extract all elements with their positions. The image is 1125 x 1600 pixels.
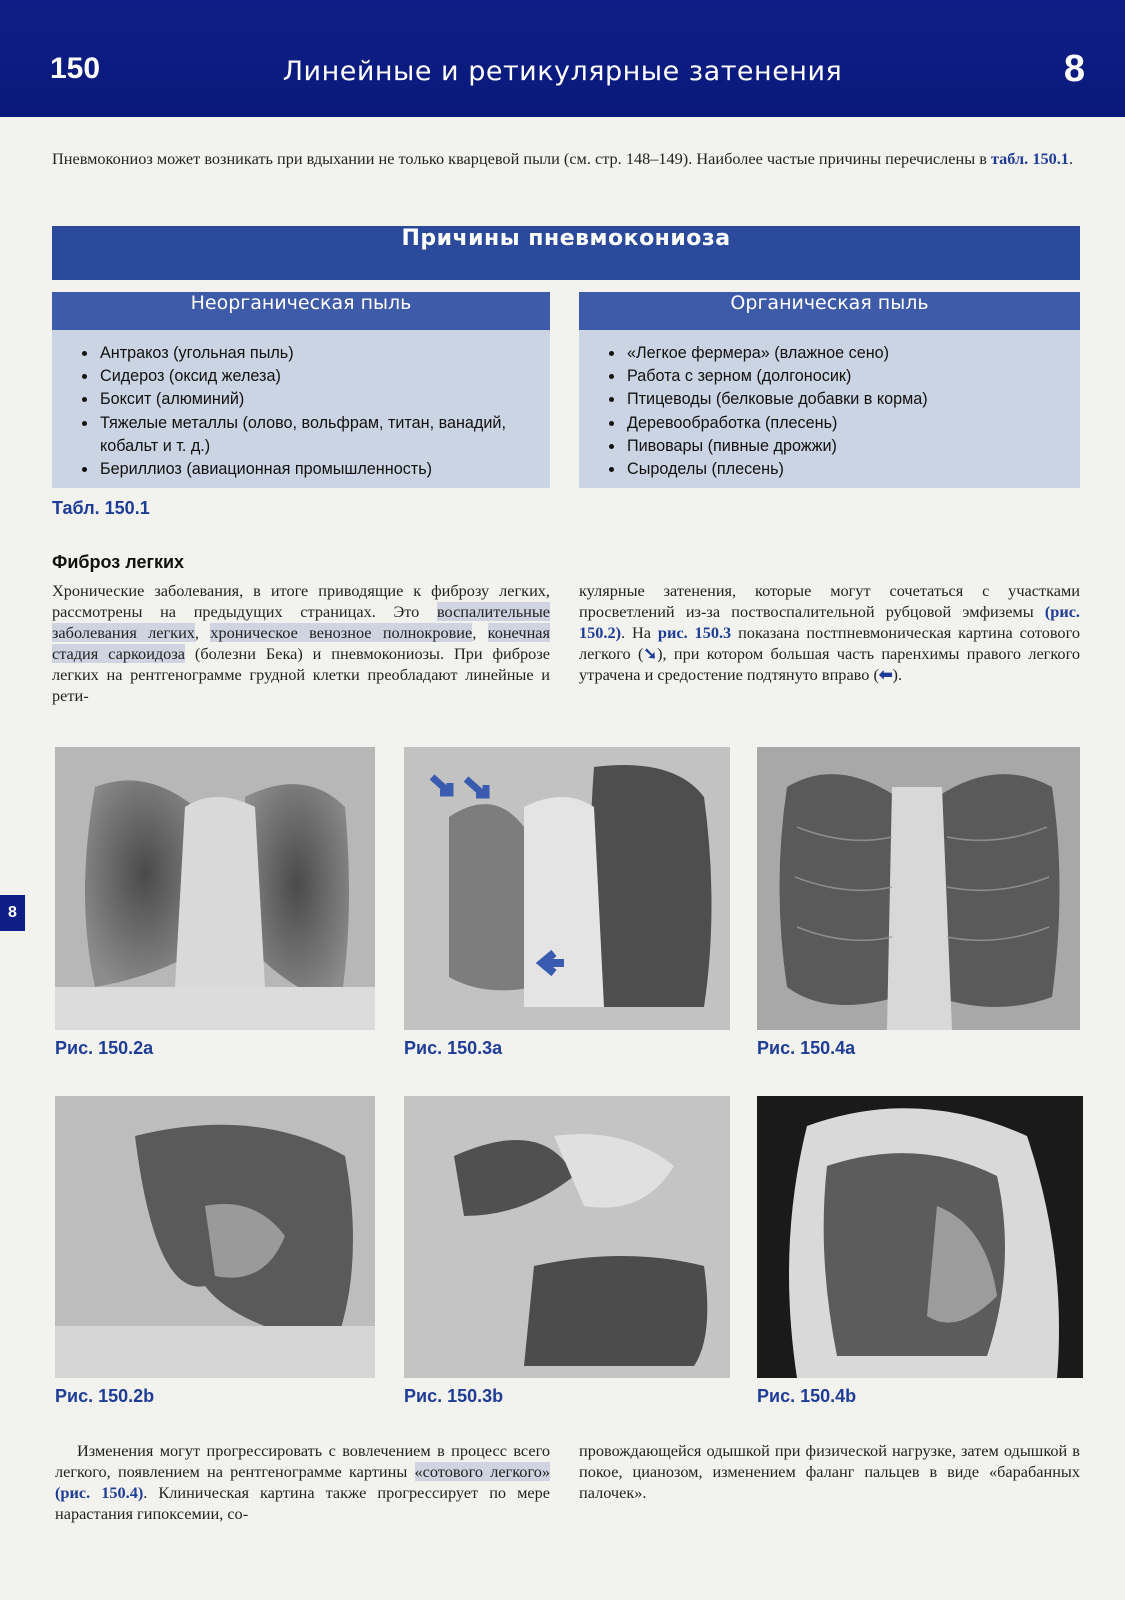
list-item: • Птицеводы (белковые добавки в корма) [625, 388, 1080, 411]
figure-reference-link[interactable]: (рис. 150.4) [55, 1483, 144, 1502]
left-arrow-icon: ⬅ [878, 665, 893, 684]
intro-text: Пневмокониоз может возникать при вдыхании не только кварцевой пыли (см. стр. 148–149). Наиболее частые причины перечислены в [52, 149, 991, 168]
paragraph-2-right [579, 1440, 1080, 1503]
list-item: • Сыроделы (плесень) [625, 458, 1080, 481]
xray-image-150-4a [757, 747, 1080, 1030]
paragraph-1-right [579, 580, 1080, 685]
list-item: • Деревообработка (плесень) [625, 412, 1080, 435]
text-run: . Клиническая картина также прогрессирует по мере нарастания гипоксемии, со- [55, 1483, 551, 1523]
xray-image-150-2a [55, 747, 375, 1030]
list-item: • Антракоз (угольная пыль) [98, 342, 550, 365]
paragraph-1-left [52, 580, 550, 706]
section-title: Фиброз легких [52, 552, 185, 572]
highlighted-term: «сотового легкого» [414, 1462, 551, 1481]
list-item: • Сидероз (оксид железа) [98, 365, 550, 388]
text-run: , [472, 623, 488, 642]
list-item: • Бериллиоз (авиационная промышленность) [98, 458, 550, 481]
text-run: провождающейся одышкой при физической нагрузке, затем одышкой в покое, цианозом, изменением фаланг пальцев в виде «барабанных палочек». [579, 1441, 1080, 1502]
list-item: • Тяжелые металлы (олово, вольфрам, титан, ванадий, кобальт и т. д.) [98, 412, 550, 458]
figure-caption: Рис. 150.3a [404, 1038, 503, 1058]
page-title: Линейные и ретикулярные затенения [282, 56, 843, 87]
figure-reference-link[interactable]: рис. 150.3 [657, 623, 732, 642]
chapter-number: 8 [1063, 48, 1085, 90]
figure-caption: Рис. 150.2a [55, 1038, 154, 1058]
paragraph-2-left [55, 1440, 550, 1524]
xray-image-150-3a [404, 747, 730, 1030]
text-run: показана постпневмоническая картина сотового легкого ( [579, 623, 1080, 663]
table-caption: Табл. 150.1 [52, 498, 150, 518]
list-item: • Работа с зерном (долгоносик) [625, 365, 1080, 388]
figure-reference-link[interactable]: (рис. 150.2) [579, 602, 1080, 642]
intro-paragraph [52, 148, 1080, 170]
inorganic-dust-list [52, 342, 550, 481]
figure-caption: Рис. 150.4a [757, 1038, 856, 1058]
list-item: • Боксит (алюминий) [98, 388, 550, 411]
page-number: 150 [50, 52, 101, 85]
text-run: Хронические заболевания, в итоге приводящие к фиброзу легких, рассмотрены на предыдущих страницах. Это [52, 581, 550, 621]
intro-end: . [1068, 149, 1074, 168]
page-header [0, 0, 1125, 117]
organic-dust-column [579, 292, 1080, 488]
chapter-side-tab[interactable]: 8 [0, 895, 25, 931]
xray-image-150-4b [757, 1096, 1083, 1378]
table-title: Причины пневмокониоза [52, 226, 1080, 280]
organic-dust-list [579, 342, 1080, 481]
highlighted-term: воспалительные заболевания легких [52, 602, 550, 642]
text-run: ). [892, 665, 903, 684]
figure-caption: Рис. 150.2b [55, 1386, 155, 1406]
highlighted-term: хроническое венозное полнокровие [210, 623, 473, 642]
text-run: Изменения могут прогрессировать с вовлечением в процесс всего легкого, появлением на рентгенограмме картины [55, 1441, 550, 1481]
text-run: ), при котором большая часть паренхимы правого легкого утрачена и средостение подтянуто вправо ( [579, 644, 1080, 684]
figure-caption: Рис. 150.3b [404, 1386, 504, 1406]
figure-caption: Рис. 150.4b [757, 1386, 857, 1406]
highlighted-term: конечная стадия саркоидоза [52, 623, 550, 663]
text-run: (болезни Бека) и пневмокониозы. При фиброзе легких на рентгенограмме грудной клетки преобладают линейные и рети- [52, 644, 550, 705]
table-reference-link[interactable]: табл. 150.1 [990, 149, 1069, 168]
xray-image-150-2b [55, 1096, 375, 1378]
organic-dust-header: Органическая пыль [579, 292, 1080, 330]
list-item: • «Легкое фермера» (влажное сено) [625, 342, 1080, 365]
inorganic-dust-column [52, 292, 550, 488]
diagonal-arrow-icon: ➘ [643, 644, 658, 663]
list-item: • Пивовары (пивные дрожжи) [625, 435, 1080, 458]
text-run: кулярные затенения, которые могут сочетаться с участками просветлений из-за поствоспалительной рубцовой эмфиземы [579, 581, 1080, 621]
text-run: , [194, 623, 211, 642]
inorganic-dust-header: Неорганическая пыль [52, 292, 550, 330]
xray-image-150-3b [404, 1096, 730, 1378]
text-run: . На [621, 623, 658, 642]
